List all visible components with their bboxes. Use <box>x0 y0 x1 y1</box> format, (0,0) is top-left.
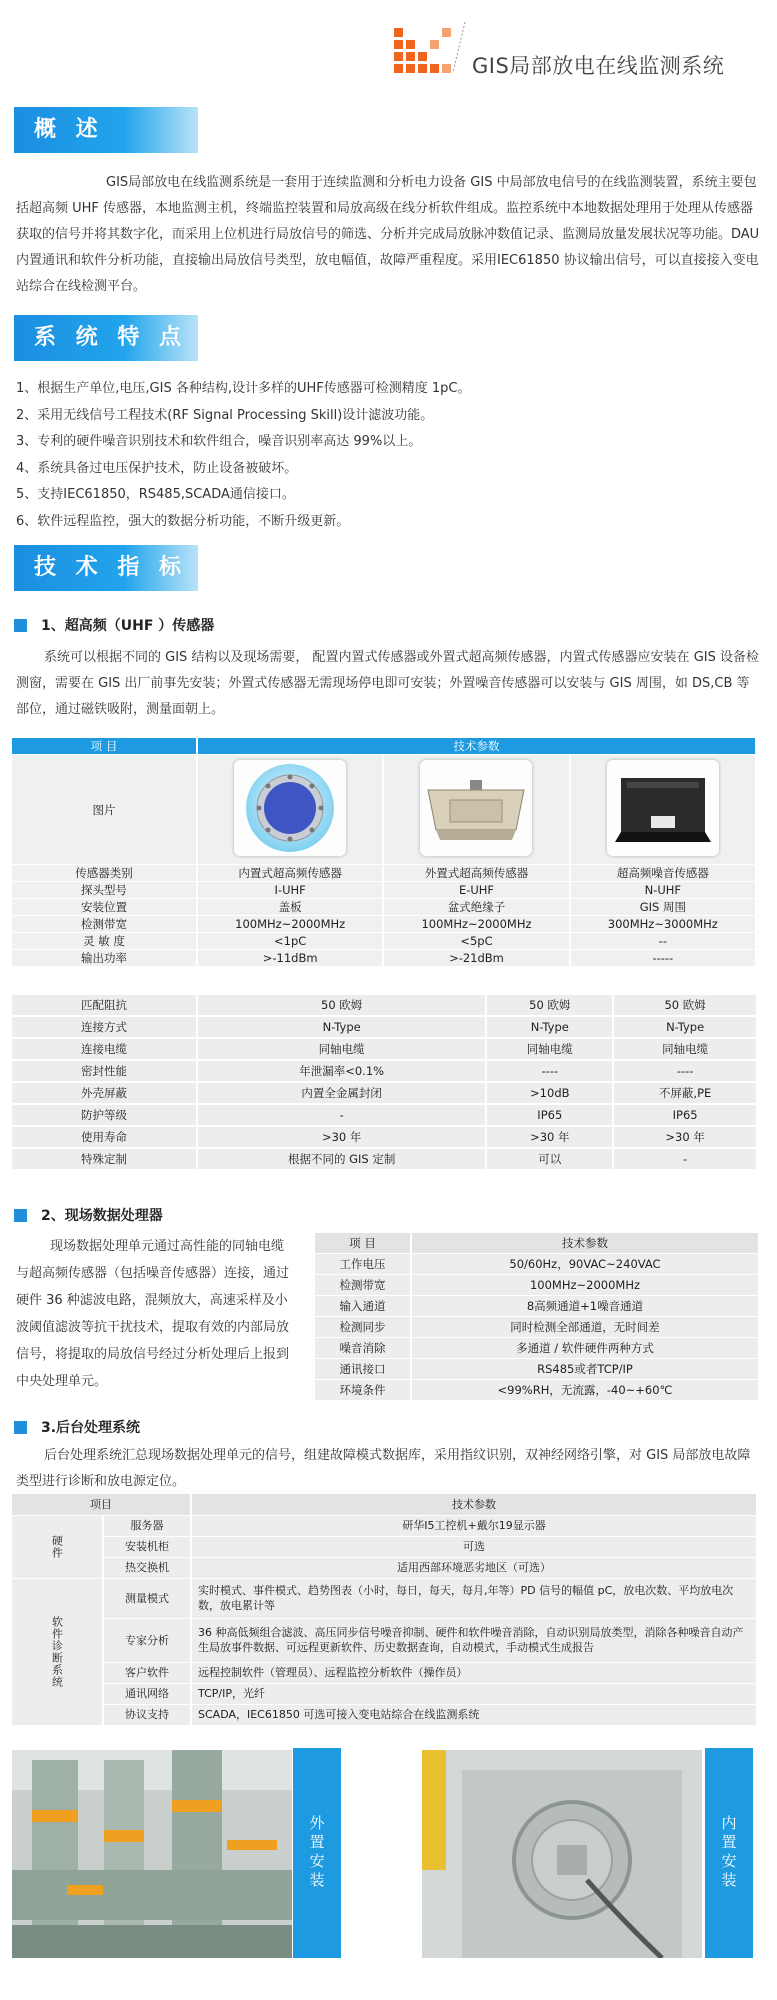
backend-text: 后台处理系统汇总现场数据处理单元的信号，组建故障模式数据库，采用指纹识别，双神经网络引擎，对 GIS 局部放电故障类型进行诊断和放电源定位。 <box>16 1448 751 1489</box>
table-row: 客户软件 远程控制软件（管理员）、远程监控分析软件（操作员） <box>12 1662 757 1683</box>
table-row: 外壳屏蔽 内置全金属封闭 >10dB 不屏蔽,PE <box>12 1082 757 1104</box>
uhf-text: 系统可以根据不同的 GIS 结构以及现场需要， 配置内置式传感器或外置式超高频传感器，内置式传感器应安装在 GIS 设备检测窗，需要在 GIS 出厂前事先安装；外置式传感器无需现场停电即可安装；外置噪音传感器可以安装与 GIS 周围，如 DS,CB 等部位，通过磁铁吸附，测量面朝上。 <box>16 650 759 717</box>
table-row: 软件诊断系统 测量模式 实时模式、事件模式、趋势图表（小时，每日，每天，每月,年等）PD 信号的幅值 pC，放电次数、平均放电次数，放电累计等 <box>12 1578 757 1618</box>
table-row: 图片 <box>12 755 756 865</box>
table-row: 传感器类别 内置式超高频传感器 外置式超高频传感器 超高频噪音传感器 <box>12 865 756 882</box>
table-row: 检测带宽 100MHz~2000MHz 100MHz~2000MHz 300MHz~3000MHz <box>12 916 756 933</box>
table-row: 防护等级 - IP65 IP65 <box>12 1104 757 1126</box>
bullet-square-icon <box>14 1209 27 1222</box>
processor-table <box>315 1233 760 1401</box>
list-item: 4、系统具备过电压保护技术，防止设备被破坏。 <box>16 460 298 476</box>
external-installation-label: 外置安装 <box>293 1748 341 1958</box>
page-title: GIS局部放电在线监测系统 <box>472 54 725 78</box>
table-row: 协议支持 SCADA，IEC61850 可选可接入变电站综合在线监测系统 <box>12 1704 757 1725</box>
bullet-square-icon <box>14 619 27 632</box>
table-row: 工作电压 50/60Hz，90VAC~240VAC <box>315 1254 759 1275</box>
table-row: 项目 技术参数 <box>12 1494 757 1515</box>
subsection-title-uhf: 1、超高频（UHF ）传感器 <box>14 615 214 635</box>
subsection-title-processor: 2、现场数据处理器 <box>14 1205 163 1225</box>
table-row: 检测同步 同时检测全部通道，无时间差 <box>315 1317 759 1338</box>
external-uhf-sensor-image <box>420 760 532 856</box>
processor-text: 现场数据处理单元通过高性能的同轴电缆与超高频传感器（包括噪音传感器）连接，通过硬件 36 种滤波电路，混频放大，高速采样及小波阈值滤波等抗干扰技术，提取有效的内部局放信号，将提取的局放信号经过分析处理后上报到中央处理单元。 <box>16 1239 290 1389</box>
logo-slash-icon <box>452 22 466 72</box>
internal-installation-photo <box>422 1750 702 1958</box>
list-item: 2、采用无线信号工程技术(RF Signal Processing Skill)设计滤波功能。 <box>16 407 434 423</box>
section-heading-specs: 技 术 指 标 <box>14 545 198 591</box>
table-row: 特殊定制 根据不同的 GIS 定制 可以 - <box>12 1148 757 1170</box>
uhf-sensor-table-continued <box>12 995 758 1171</box>
table-row: 灵 敏 度 <1pC <5pC -- <box>12 933 756 950</box>
company-logo <box>394 22 464 76</box>
internal-uhf-sensor-image <box>234 760 346 856</box>
table-row: 安装位置 盖板 盆式绝缘子 GIS 周围 <box>12 899 756 916</box>
table-row: 项 目 技术参数 <box>315 1233 759 1254</box>
table-row: 噪音消除 多通道 / 软件硬件两种方式 <box>315 1338 759 1359</box>
table-row: 使用寿命 >30 年 >30 年 >30 年 <box>12 1126 757 1148</box>
table-row: 通讯网络 TCP/IP，光纤 <box>12 1683 757 1704</box>
table-row: 连接方式 N-Type N-Type N-Type <box>12 1016 757 1038</box>
table-row: 探头型号 I-UHF E-UHF N-UHF <box>12 882 756 899</box>
list-item: 6、软件远程监控，强大的数据分析功能，不断升级更新。 <box>16 513 350 529</box>
table-row: 热交换机 适用西部环境恶劣地区（可选） <box>12 1557 757 1578</box>
section-heading-features: 系 统 特 点 <box>14 315 198 361</box>
table-row: 输入通道 8高频通道+1噪音通道 <box>315 1296 759 1317</box>
overview-text: GIS局部放电在线监测系统是一套用于连续监测和分析电力设备 GIS 中局部放电信号的在线监测装置，系统主要包括超高频 UHF 传感器，本地监测主机，终端监控装置和局放高级在线分析软件组成。监控系统中本地数据处理用于处理从传感器获取的信号并将其数字化，而采用上位机进行局放信号的筛选、分析并完成局放脉冲数值记录、监测局放量发展状况等功能。DAU内置通讯和软件分析功能，直接输出局放信号类型，放电幅值，故障严重程度。采用IEC61850 协议输出信号，可以直接接入变电站综合在线检测平台。 <box>16 175 760 294</box>
list-item: 1、根据生产单位,电压,GIS 各种结构,设计多样的UHF传感器可检测精度 1pC。 <box>16 381 471 396</box>
table-row: 匹配阻抗 50 欧姆 50 欧姆 50 欧姆 <box>12 995 757 1016</box>
bullet-square-icon <box>14 1421 27 1434</box>
table-row: 安装机柜 可选 <box>12 1536 757 1557</box>
table-row: 专家分析 36 种高低频组合滤波、高压同步信号噪音抑制、硬件和软件噪音消除，自动识别局放类型，消除各种噪音自动产生局放事件数据、可远程更新软件、历史数据查询，自动模式，手动模式生成报告 <box>12 1618 757 1662</box>
list-item: 3、专利的硬件噪音识别技术和软件组合，噪音识别率高达 99%以上。 <box>16 434 422 449</box>
table-row: 项 目 技术参数 <box>12 738 756 755</box>
table-row: 输出功率 >-11dBm >-21dBm ----- <box>12 950 756 967</box>
list-item: 5、支持IEC61850，RS485,SCADA通信接口。 <box>16 487 295 502</box>
table-row: 连接电缆 同轴电缆 同轴电缆 同轴电缆 <box>12 1038 757 1060</box>
uhf-sensor-table <box>12 738 757 967</box>
noise-uhf-sensor-image <box>607 760 719 856</box>
table-row: 密封性能 年泄漏率<0.1% ---- ---- <box>12 1060 757 1082</box>
subsection-title-backend: 3.后台处理系统 <box>14 1417 140 1437</box>
backend-table <box>12 1494 758 1726</box>
table-row: 检测带宽 100MHz~2000MHz <box>315 1275 759 1296</box>
section-heading-overview: 概 述 <box>14 107 198 153</box>
feature-list <box>16 376 766 535</box>
table-row: 环境条件 <99%RH，无流露，-40~+60℃ <box>315 1380 759 1401</box>
internal-installation-label: 内置安装 <box>705 1748 753 1958</box>
table-row: 通讯接口 RS485或者TCP/IP <box>315 1359 759 1380</box>
external-installation-photo <box>12 1750 292 1958</box>
table-row: 硬件 服务器 研华I5工控机+戴尔19显示器 <box>12 1515 757 1536</box>
